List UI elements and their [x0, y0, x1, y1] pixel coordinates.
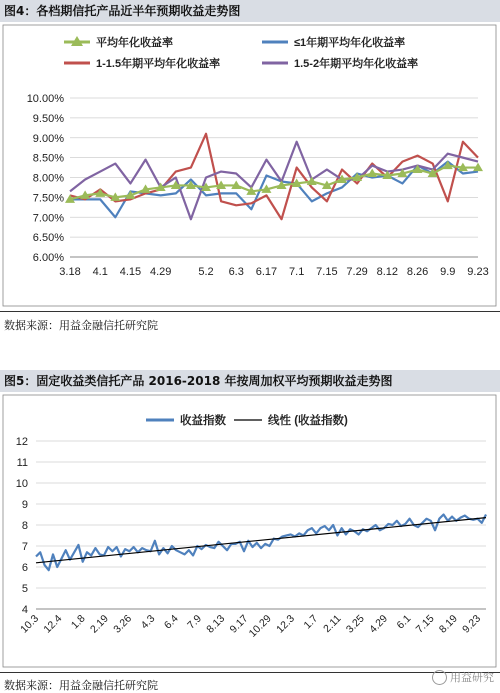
figure4-title: 图4：各档期信托产品近半年预期收益走势图 — [0, 0, 500, 22]
y-tick-label: 10 — [15, 478, 28, 490]
x-tick-label: 1.7 — [301, 612, 321, 632]
figure5-source: 数据来源：用益金融信托研究院 — [4, 679, 158, 692]
y-tick-label: 11 — [16, 457, 28, 469]
series-line — [70, 134, 478, 219]
y-tick-label: 6.00% — [32, 252, 64, 264]
y-tick-label: 8.50% — [32, 152, 64, 165]
chart-fig5 — [0, 394, 500, 670]
x-tick-label: 12.3 — [274, 612, 298, 636]
x-tick-label: 7.9 — [185, 612, 204, 632]
legend-label: 1-1.5年期平均年化收益率 — [96, 58, 221, 70]
x-tick-label: 1.8 — [68, 612, 88, 632]
legend-label: 平均年化收益率 — [96, 37, 173, 49]
x-tick-label: 10.3 — [18, 612, 42, 636]
figure4-divider — [0, 311, 500, 312]
x-tick-label: 6.3 — [228, 266, 244, 278]
series-line — [36, 515, 486, 571]
x-tick-label: 9.23 — [460, 612, 484, 636]
x-tick-label: 8.26 — [406, 266, 429, 278]
x-tick-label: 4.29 — [367, 612, 391, 636]
x-tick-label: 9.9 — [440, 266, 456, 278]
x-tick-label: 8.19 — [436, 612, 460, 636]
x-tick-label: 8.13 — [204, 612, 228, 636]
x-tick-label: 7.1 — [289, 266, 305, 278]
y-tick-label: 9.00% — [32, 132, 64, 145]
x-tick-label: 7.15 — [413, 612, 437, 636]
x-tick-label: 2.11 — [321, 612, 344, 636]
x-tick-label: 6.17 — [255, 266, 278, 278]
x-tick-label: 6.4 — [161, 612, 181, 632]
y-tick-label: 8 — [21, 520, 28, 532]
x-tick-label: 8.12 — [376, 266, 399, 278]
chart-area-border — [3, 25, 496, 306]
legend-label: 收益指数 — [180, 415, 226, 427]
x-tick-label: 9.17 — [227, 612, 251, 636]
y-tick-label: 6.50% — [32, 232, 64, 245]
x-tick-label: 4.3 — [138, 612, 158, 632]
watermark-label: 用益研究 — [450, 671, 494, 684]
x-tick-label: 2.19 — [87, 612, 111, 636]
y-tick-label: 8.00% — [32, 172, 64, 185]
y-tick-label: 9 — [21, 499, 28, 511]
x-tick-label: 4.15 — [119, 266, 142, 278]
x-tick-label: 7.15 — [316, 266, 338, 278]
x-tick-label: 9.23 — [467, 266, 489, 278]
figure5-title: 图5：固定收益类信托产品 2016-2018 年按周加权平均预期收益走势图 — [0, 370, 500, 392]
y-tick-label: 9.50% — [32, 112, 64, 125]
x-tick-label: 12.4 — [41, 612, 65, 636]
x-tick-label: 3.18 — [59, 266, 81, 278]
wechat-icon — [432, 670, 447, 685]
figure4-source: 数据来源：用益金融信托研究院 — [4, 319, 158, 332]
chart-fig4 — [0, 24, 500, 309]
x-tick-label: 3.25 — [343, 612, 367, 636]
legend-label: 线性 (收益指数) — [268, 415, 348, 427]
y-tick-label: 12 — [15, 436, 28, 448]
x-tick-label: 3.26 — [111, 612, 135, 636]
legend-label: 1.5-2年期平均年化收益率 — [294, 58, 419, 70]
x-tick-label: 7.29 — [346, 266, 368, 278]
trend-line — [36, 518, 486, 563]
x-tick-label: 4.29 — [149, 266, 172, 278]
y-tick-label: 7 — [21, 541, 28, 553]
x-tick-label: 6.1 — [394, 612, 414, 632]
x-tick-label: 10.29 — [246, 612, 274, 640]
y-tick-label: 6 — [21, 562, 28, 574]
y-tick-label: 10.00% — [26, 93, 64, 105]
y-tick-label: 7.00% — [32, 212, 64, 225]
watermark — [432, 669, 494, 685]
y-tick-label: 4 — [21, 604, 28, 616]
figure5-divider — [0, 672, 500, 673]
y-tick-label: 7.50% — [32, 192, 64, 205]
x-tick-label: 5.2 — [198, 266, 214, 278]
y-tick-label: 5 — [21, 583, 28, 595]
x-tick-label: 4.1 — [92, 266, 108, 278]
legend-label: ≤1年期平均年化收益率 — [294, 37, 406, 49]
